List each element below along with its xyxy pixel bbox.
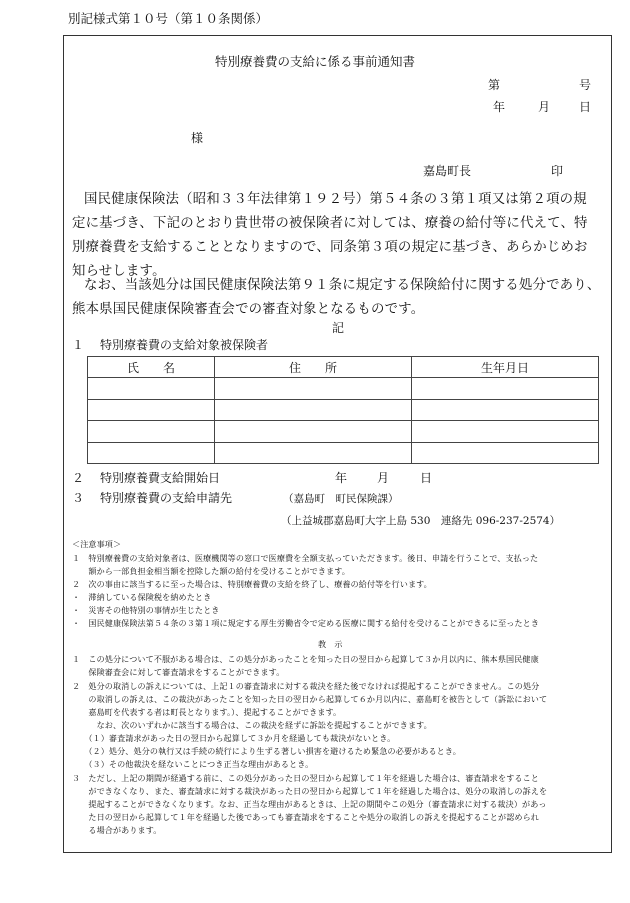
instruction-line: なお、次のいずれかに該当する場合は、この裁決を経ずに訴訟を提起することができます。 [72,720,432,730]
address-cell[interactable] [215,378,412,399]
number-prefix: 第 [488,78,501,92]
recipient-honorific: 様 [191,131,204,145]
instruction-title: 教 示 [318,639,343,649]
birthdate-cell[interactable] [412,421,599,442]
instruction-line: 提起することができなくなります。なお、正当な理由があるときは、上記の期間やこの処分（審査請求に対する裁決）があっ [72,799,547,809]
seal-mark: 印 [551,164,564,178]
sender-name: 嘉島町長 [423,164,472,178]
instruction-line: の取消しの訴えは、この裁決があったことを知った日の翌日から起算して６か月以内に、嘉島町を被告として（訴訟において [72,694,548,704]
instruction-line: ３ ただし、上記の期間が経過する前に、この処分があった日の翌日から起算して１年を経過した場合は、審査請求をすること [72,773,539,783]
note-line: ・ 滞納している保険税を納めたとき [72,592,212,602]
item1-label: 特別療養費の支給対象被保険者 [100,338,269,352]
name-cell[interactable] [88,378,215,399]
notes-title: ＜注意事項＞ [72,539,122,549]
office-address: （上益城郡嘉島町大字上島 530 連絡先 096-237-2574） [281,515,561,527]
note-line: ・ 災害その他特別の事情が生じたとき [72,605,220,615]
date-year: 年 [493,100,506,114]
form-number-label: 別記様式第１０号（第１０条関係） [68,11,269,26]
header-address: 住 所 [215,357,412,378]
table-row [88,421,599,442]
instruction-line: （１）審査請求があった日の翌日から起算して３か月を経過しても裁決がないとき。 [72,733,396,743]
number-suffix: 号 [579,78,592,92]
note-line: １ 特別療養費の支給対象者は、医療機関等の窓口で医療費を全額支払っていただきます。後日、申請を行うことで、支払った [72,553,539,563]
item2-number: ２ [72,471,85,485]
instruction-line: ができなくなり、また、審査請求に対する裁決があった日の翌日から起算して１年を経過した場合は、処分の取消しの訴えを [72,786,548,796]
instruction-line: る場合があります。 [72,825,162,835]
instruction-line: ２ 処分の取消しの訴えについては、上記１の審査請求に対する裁決を経た後でなければ提起することができません。この処分 [72,681,540,691]
table-header-row [88,357,599,378]
name-cell[interactable] [88,442,215,463]
item3-number: ３ [72,491,85,505]
note-line: ・ 国民健康保険法第５４条の３第１項に規定する厚生労働省令で定める医療に関する給付を受けることができるに至ったとき [72,618,540,628]
document-title: 特別療養費の支給に係る事前通知書 [214,54,415,69]
body-line: 国民健康保険法（昭和３３年法律第１９２号）第５４条の３第１項又は第２項の規 [84,192,587,207]
item3-label: 特別療養費の支給申請先 [100,491,233,505]
ki-heading: 記 [332,321,345,335]
date-day: 日 [579,100,592,114]
start-month: 月 [377,471,390,485]
address-cell[interactable] [215,399,412,420]
note-line: ２ 次の事由に該当するに至った場合は、特別療養費の支給を終了し、療養の給付等を行います。 [72,579,432,589]
body-line: なお、当該処分は国民健康保険法第９１条に規定する保険給付に関する処分であり、 [84,278,601,293]
instruction-line: た日の翌日から起算して１年を経過した後であっても審査請求をすることや処分の取消しの訴えを提起することが認められ [72,812,539,822]
header-birthdate: 生年月日 [412,357,599,378]
table-row [88,442,599,463]
name-cell[interactable] [88,421,215,442]
body-line: 知らせします。 [72,264,166,279]
start-day: 日 [420,471,433,485]
instruction-line: １ この処分について不服がある場合は、この処分があったことを知った日の翌日から起算して３か月以内に、熊本県国民健康 [72,654,539,664]
address-cell[interactable] [215,421,412,442]
date-month: 月 [538,100,551,114]
table-row [88,399,599,420]
office-name: （嘉島町 町民保険課） [283,493,399,505]
body-line: 定に基づき、下記のとおり貴世帯の被保険者に対しては、療養の給付等に代えて、特 [72,216,588,231]
instruction-line: （２）処分、処分の執行又は手続の続行により生ずる著しい損害を避けるため緊急の必要があるとき。 [72,746,461,756]
birthdate-cell[interactable] [412,442,599,463]
note-line: 額から一部負担金相当額を控除した額の給付を受けることができます。 [72,566,350,576]
birthdate-cell[interactable] [412,399,599,420]
start-year: 年 [335,471,348,485]
instruction-line: 保険審査会に対して審査請求をすることができます。 [72,667,285,677]
item2-label: 特別療養費支給開始日 [100,471,221,485]
header-name: 氏 名 [88,357,215,378]
body-line: 熊本県国民健康保険審査会での審査対象となるものです。 [72,302,425,317]
name-cell[interactable] [88,399,215,420]
body-line: 別療養費を支給することとなりますので、同条第３項の規定に基づき、あらかじめお [72,240,588,255]
instruction-line: 嘉島町を代表する者は町長となります。）、提起することができます。 [72,707,342,717]
insured-table [87,356,599,464]
birthdate-cell[interactable] [412,378,599,399]
instruction-line: （３）その他裁決を経ないことにつき正当な理由があるとき。 [72,759,314,769]
address-cell[interactable] [215,442,412,463]
item1-number: １ [72,338,85,352]
table-row [88,378,599,399]
